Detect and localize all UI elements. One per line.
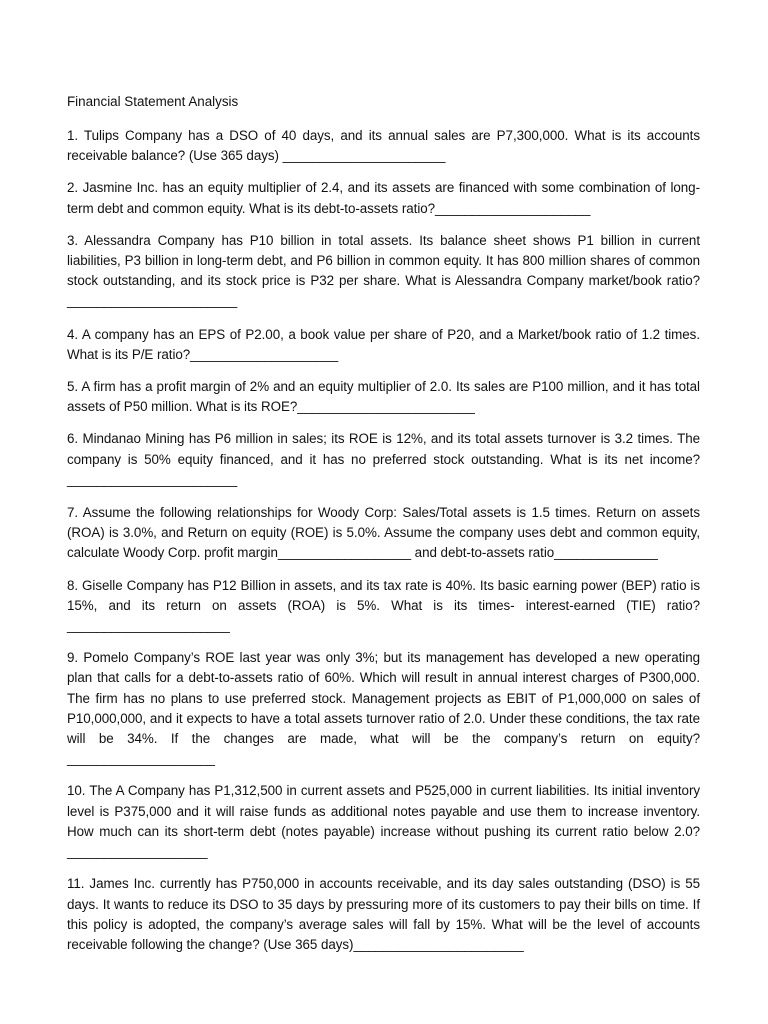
question-2: 2. Jasmine Inc. has an equity multiplier of 2.4, and its assets are financed with some combination of long-term debt and common equity. What is its debt-to-assets ratio?_____________________ (67, 180, 700, 216)
question-4: 4. A company has an EPS of P2.00, a book value per share of P20, and a Market/book ratio of 1.2 times. What is its P/E ratio?____________________ (67, 326, 700, 362)
question-7: 7. Assume the following relationships for Woody Corp: Sales/Total assets is 1.5 times. Return on assets (ROA) is 3.0%, and Return on equity (ROE) is 5.0%. Assume the company uses debt and common equity, calculate Woody Corp. profit margin__________________ and debt-to-assets ratio______________ (67, 505, 700, 561)
question-10: 10. The A Company has P1,312,500 in current assets and P525,000 in current liabilities. Its initial inventory level is P375,000 and it will raise funds as additional notes payable and use them to increase inventory. How much can its short-term debt (notes payable) increase without pushing its current ratio below 2.0? ___________________ (67, 783, 700, 860)
question-11: 11. James Inc. currently has P750,000 in accounts receivable, and its day sales outstanding (DSO) is 55 days. It wants to reduce its DSO to 35 days by pressuring more of its customers to pay their bills on time. If this policy is adopted, the company’s average sales will fall by 15%. What will be the level of accounts receivable following the change? (Use 365 days)_______________________ (67, 876, 700, 952)
question-1: 1. Tulips Company has a DSO of 40 days, and its annual sales are P7,300,000. What is its accounts receivable balance? (Use 365 days) ______________________ (67, 128, 700, 164)
question-6: 6. Mindanao Mining has P6 million in sales; its ROE is 12%, and its total assets turnover is 3.2 times. The company is 50% equity financed, and it has no preferred stock outstanding. What is its net income? _______________________ (67, 431, 700, 487)
question-3: 3. Alessandra Company has P10 billion in total assets. Its balance sheet shows P1 billion in current liabilities, P3 billion in long-term debt, and P6 billion in common equity. It has 800 million shares of common stock outstanding, and its stock price is P32 per share. What is Alessandra Company market/book ratio? _______________________ (67, 232, 700, 309)
question-9: 9. Pomelo Company’s ROE last year was only 3%; but its management has developed a new operating plan that calls for a debt-to-assets ratio of 60%. Which will result in annual interest charges of P300,000. The firm has no plans to use preferred stock. Management projects as EBIT of P1,000,000 on sales of P10,000,000, and it expects to have a total assets turnover ratio of 2.0. Under these conditions, the tax rate will be 34%. If the changes are made, what will be the company’s return on equity?____________________ (67, 650, 700, 767)
question-5: 5. A firm has a profit margin of 2% and an equity multiplier of 2.0. Its sales are P100 million, and it has total assets of P50 million. What is its ROE?________________________ (67, 379, 700, 415)
question-8: 8. Giselle Company has P12 Billion in assets, and its tax rate is 40%. Its basic earning power (BEP) ratio is 15%, and its return on assets (ROA) is 5%. What is its times- interest-earned (TIE) ratio?______________________ (67, 577, 700, 634)
document-title: Financial Statement Analysis (67, 94, 239, 109)
